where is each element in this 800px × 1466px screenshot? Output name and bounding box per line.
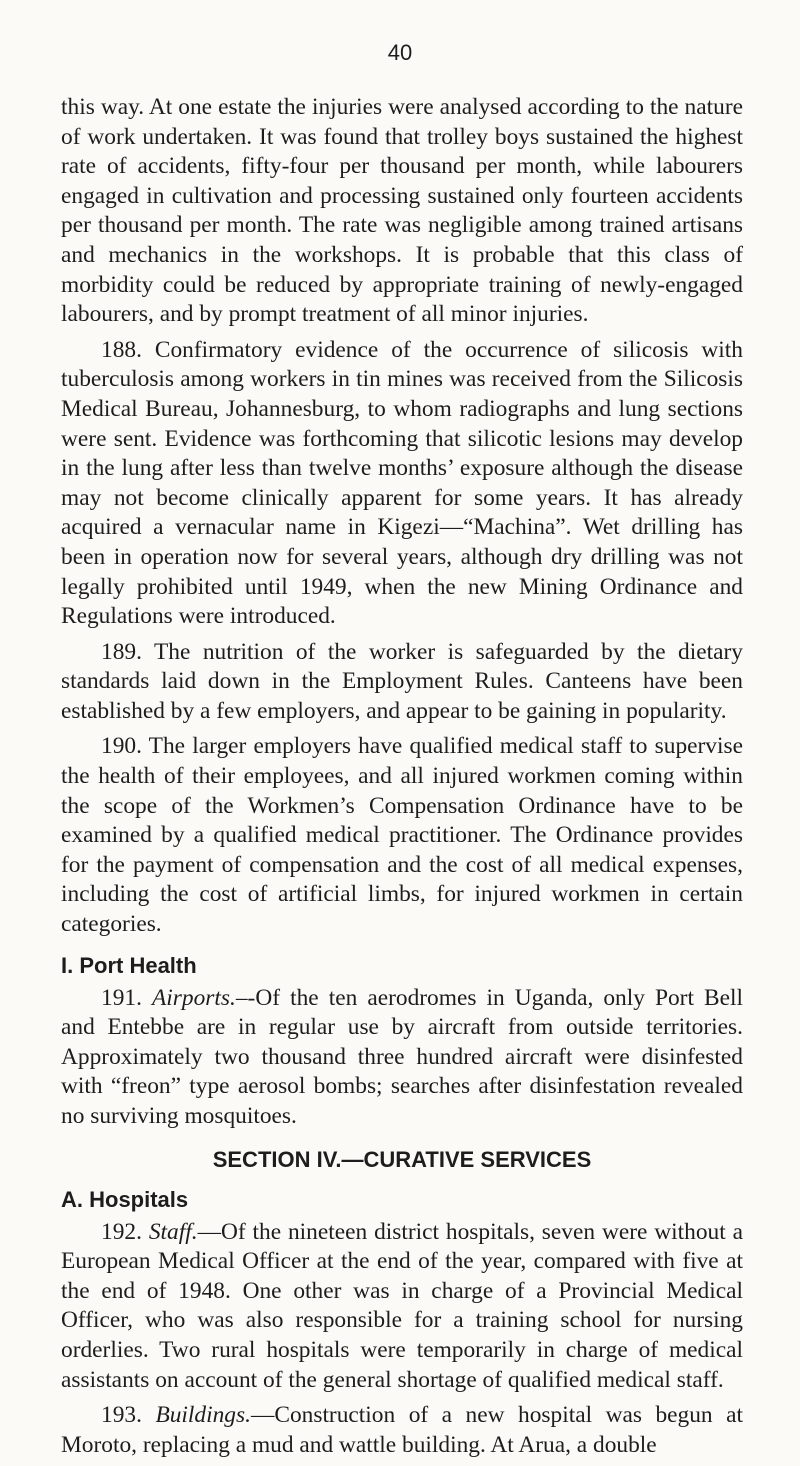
paragraph-190: 190. The larger employers have qualified medical staff to supervise the health of their employees, and all injured workmen coming within the scope of the Workmen’s Compensation Ordinance have to be examined by a qualified medical practitioner. The Ordinance provides for the payment of compensation and the cost of all medical expenses, including the cost of artificial limbs, for injured workmen in certain categories. xyxy=(61,733,743,938)
paragraph-193-text: Construction of a new hospital was begun at Moroto, replacing a mud and wattle building. At Arua, a double xyxy=(61,1402,743,1458)
document-body xyxy=(61,93,743,1466)
paragraph-192-title: Staff. xyxy=(148,1218,198,1245)
heading-port-health: I. Port Health xyxy=(61,952,197,978)
paragraph-193-number: 193. xyxy=(101,1402,142,1429)
paragraph-193 xyxy=(61,1401,743,1460)
paragraph-193-title: Buildings. xyxy=(155,1402,251,1429)
page-number: 40 xyxy=(387,40,413,65)
paragraph-191-dash: –- xyxy=(235,984,256,1011)
paragraph-193-dash: — xyxy=(250,1402,275,1429)
paragraph-191 xyxy=(61,984,743,1132)
heading-hospitals: A. Hospitals xyxy=(61,1186,189,1212)
paragraph-191-number: 191. xyxy=(101,984,142,1011)
paragraph-192-number: 192. xyxy=(101,1218,142,1245)
paragraph-189: 189. The nutrition of the worker is safeguarded by the dietary standards laid down in the Employment Rules. Canteens have been established by a few employers, and appear to be gaining in popularity. xyxy=(61,638,743,724)
paragraph-192-dash: — xyxy=(197,1218,221,1245)
paragraph-continuation: this way. At one estate the injuries were analysed according to the nature of work undertaken. It was found that trolley boys sustained the highest rate of accidents, fifty-four per thousand per month, while labourers engaged in cultivation and processing sustained only fourteen accidents per thousand per month. The rate was negligible among trained artisans and mechanics in the workshops. It is probable that this class of morbidity could be reduced by appropriate training of newly-engaged labourers, and by prompt treatment of all minor injuries. xyxy=(61,94,743,328)
section-title: SECTION IV.—CURATIVE SERVICES xyxy=(212,1146,592,1172)
paragraph-192 xyxy=(61,1218,743,1396)
paragraph-191-text: Of the ten aerodromes in Uganda, only Port Bell and Entebbe are in regular use by aircraft from outside territories. Approximately two thousand three hundred aircraft were disinfested with “freon” type aerosol bombs; searches after disinfestation revealed no surviving mosquitoes. xyxy=(61,984,744,1129)
paragraph-191-title: Airports. xyxy=(152,984,236,1011)
paragraph-188: 188. Confirmatory evidence of the occurrence of silicosis with tuberculosis among workers in tin mines was received from the Silicosis Medical Bureau, Johannesburg, to whom radiographs and lung sections were sent. Evidence was forthcoming that silicotic lesions may develop in the lung after less than twelve months’ exposure although the disease may not become clinically apparent for some years. It has already acquired a vernacular name in Kigezi—“Machina”. Wet drilling has been in operation now for several years, although dry drilling was not legally prohibited until 1949, when the new Mining Ordinance and Regulations were introduced. xyxy=(61,336,743,630)
paragraph-192-text: Of the nineteen district hospitals, seven were without a European Medical Officer at the end of the year, compared with five at the end of 1948. One other was in charge of a Provincial Medical Officer, who was also responsible for a training school for nursing orderlies. Two rural hospitals were temporarily in charge of medical assistants on account of the general shortage of qualified medical staff. xyxy=(61,1218,743,1393)
